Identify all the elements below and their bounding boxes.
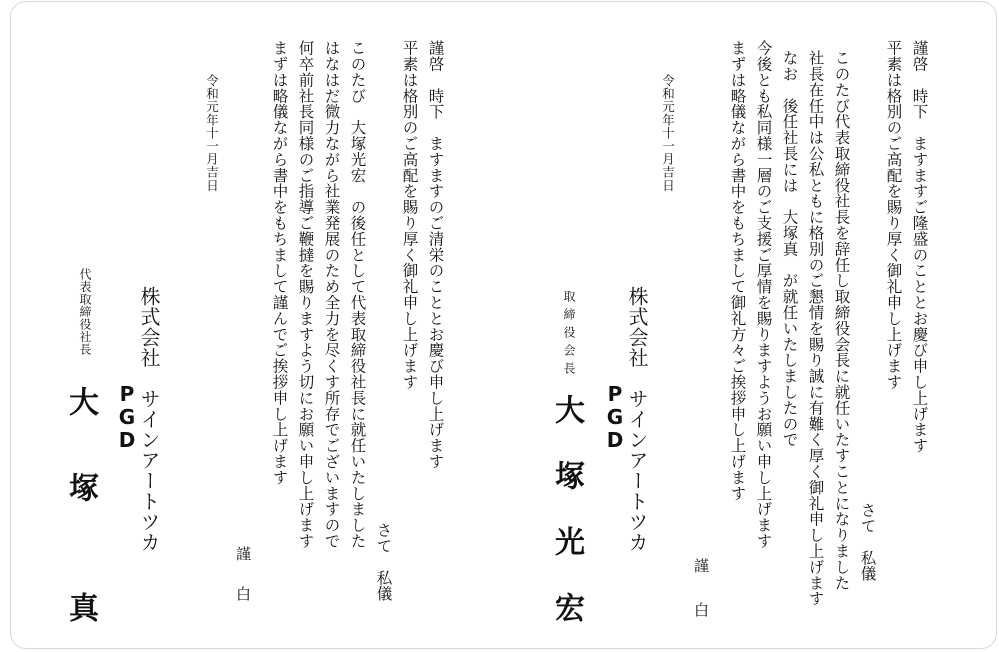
right-company: 株式会社 サインアートツカ [625, 286, 649, 553]
left-name-char-1: 大 [63, 386, 98, 416]
right-title: 取締役会長 [562, 290, 576, 380]
left-company-latin: PGD [115, 382, 139, 451]
left-line-5: 何卒前社長同様のご指導ご鞭撻を賜りますよう切にお願い申し上げます [296, 40, 315, 549]
right-company-latin: PGD [603, 382, 627, 451]
right-closing-1: 謹 [692, 558, 710, 573]
right-name-char-1: 大 [549, 394, 584, 424]
left-line-2: 平素は格別のご高配を賜り厚く御礼申し上げます [400, 40, 419, 390]
right-closing-2: 白 [692, 602, 710, 617]
left-name-char-2: 塚 [63, 472, 98, 502]
right-line-7: まずは略儀ながら書中をもちまして御礼方々ご挨拶申し上げます [728, 40, 747, 502]
right-name-char-4: 宏 [549, 592, 584, 622]
left-closing-2: 白 [234, 586, 252, 601]
announcement-card [10, 1, 997, 649]
right-name-char-2: 塚 [549, 460, 584, 490]
left-line-3-tail: さて 私儀 [374, 522, 393, 602]
right-line-4: 社長在任中は公私ともに格別のご懇情を賜り誠に有難く厚く御礼申し上げます [806, 50, 825, 607]
left-date: 令和元年十一月吉日 [204, 74, 220, 192]
right-greeting: 謹啓 時下 ますますご隆盛のこととお慶び申し上げます [910, 40, 929, 454]
left-name-char-3: 真 [63, 592, 98, 622]
left-line-3: このたび 大塚光宏 の後任として代表取締役社長に就任いたしました [348, 40, 367, 549]
right-line-3: このたび代表取締役社長を辞任し取締役会長に就任いたすことになりました [832, 50, 851, 591]
right-line-6: 今後とも私同様一層のご支援ご厚情を賜りますようお願い申し上げます [754, 40, 773, 549]
left-company: 株式会社 サインアートツカ [137, 286, 161, 553]
left-closing-1: 謹 [234, 546, 252, 561]
left-greeting: 謹啓 時下 ますますのご清栄のこととお慶び申し上げます [426, 40, 445, 470]
left-title: 代表取締役社長 [78, 268, 92, 356]
right-date: 令和元年十一月吉日 [660, 74, 676, 192]
right-line-5: なお 後任社長には 大塚真 が就任いたしましたので [780, 50, 799, 448]
left-line-6: まずは略儀ながら書中をもちまして謹んでご挨拶申し上げます [270, 40, 289, 486]
right-line-2: 平素は格別のご高配を賜り厚く御礼申し上げます [884, 40, 903, 390]
right-line-3-tail: さて 私儀 [858, 502, 877, 582]
left-line-4: はなはだ微力ながら社業発展のため全力を尽くす所存でございますので [322, 40, 341, 549]
right-name-char-3: 光 [549, 526, 584, 556]
